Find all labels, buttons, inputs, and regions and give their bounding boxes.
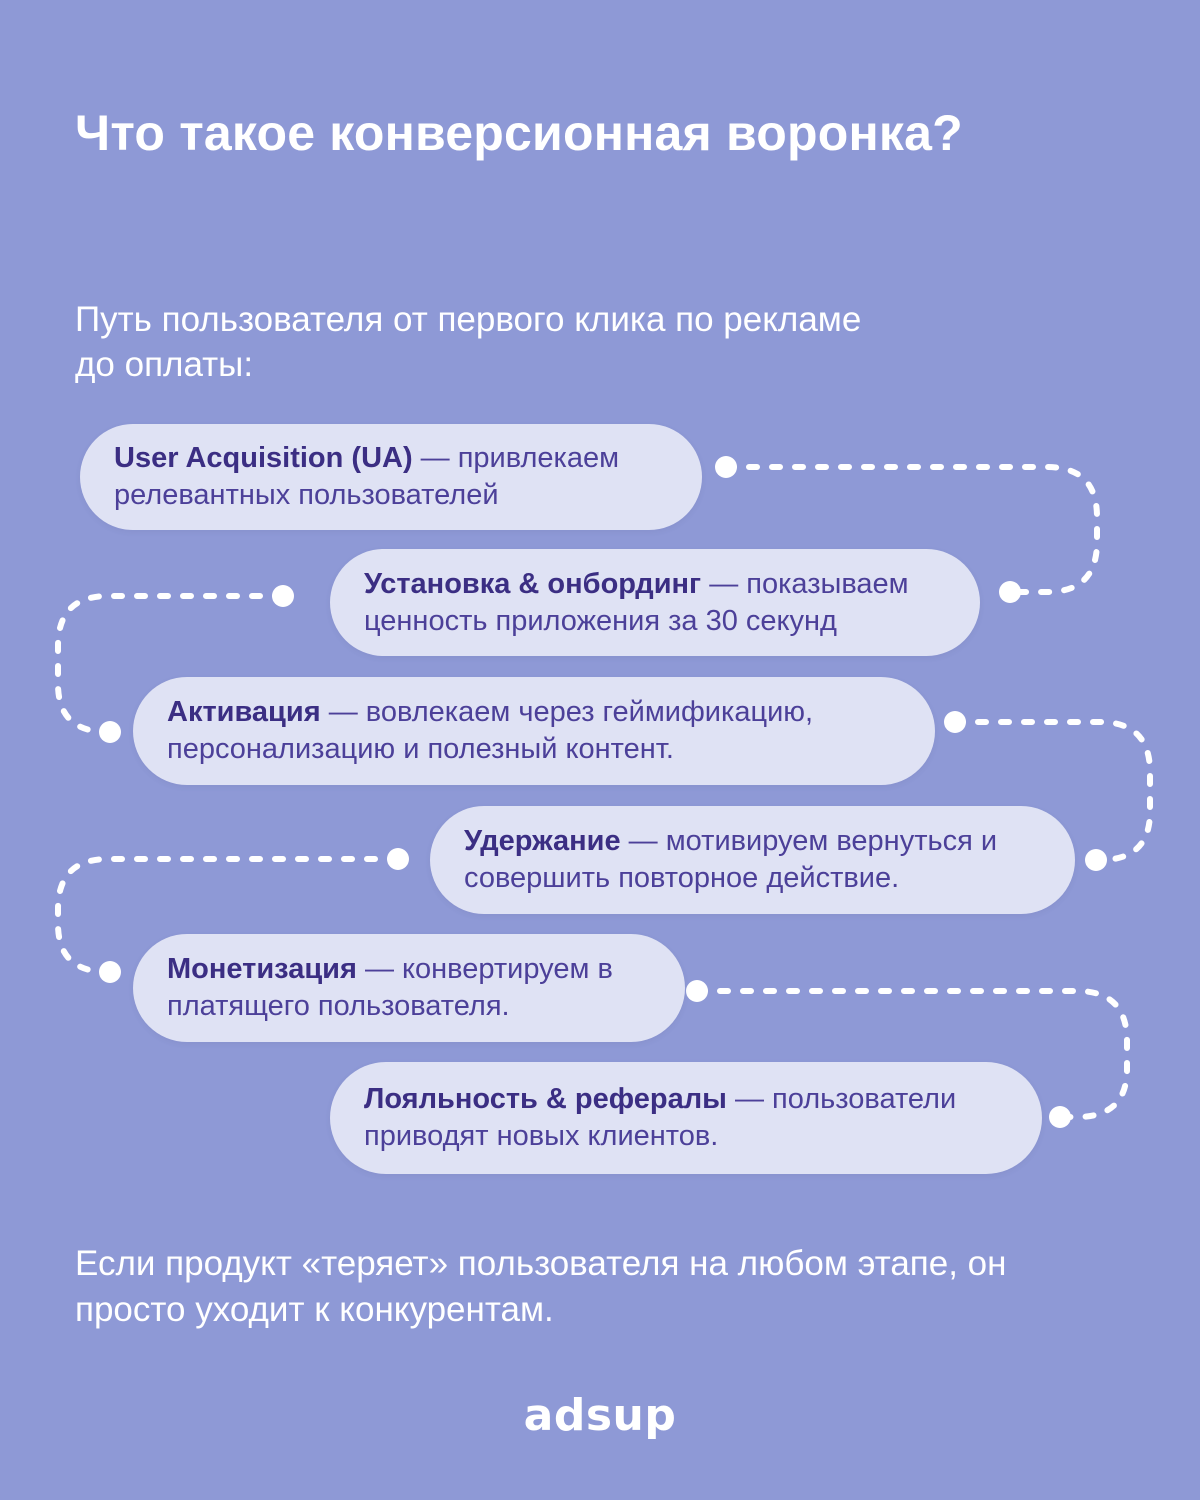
funnel-step-retention	[430, 806, 1075, 914]
connector-dot	[944, 711, 966, 733]
page-subtitle: Путь пользователя от первого клика по рекламе до оплаты:	[75, 300, 862, 384]
connector-dot	[686, 980, 708, 1002]
step-description: — вовлекаем через геймификацию, персонализацию и полезный контент.	[167, 696, 814, 765]
step-text	[167, 951, 651, 1025]
connector-dot	[99, 721, 121, 743]
connector-dot	[272, 585, 294, 607]
step-text	[364, 1081, 1008, 1155]
step-label: Удержание	[464, 825, 621, 857]
connector-dot	[99, 961, 121, 983]
step-text	[464, 823, 1041, 897]
funnel-step-activation	[133, 677, 935, 785]
connector-dot	[999, 581, 1021, 603]
step-text	[364, 566, 946, 640]
step-description: — показываем ценность приложения за 30 секунд	[364, 567, 909, 637]
step-label: Монетизация	[167, 953, 357, 985]
step-description: — конвертируем в платящего пользователя.	[167, 953, 613, 1022]
connector-dot	[1085, 849, 1107, 871]
closing-note: Если продукт «теряет» пользователя на любом этапе, он просто уходит к конкурентам.	[75, 1244, 1007, 1329]
adsup-logo: adsup	[523, 1390, 677, 1441]
step-description: — пользователи приводят новых клиентов.	[364, 1083, 957, 1152]
step-text	[167, 694, 901, 768]
page-title: Что такое конверсионная воронка?	[75, 104, 963, 161]
connector-dot	[387, 848, 409, 870]
funnel-step-loyalty-referrals	[330, 1062, 1042, 1174]
funnel-step-install-onboarding	[330, 549, 980, 656]
step-label: Активация	[167, 696, 321, 728]
step-description: — мотивируем вернуться и совершить повторное действие.	[464, 825, 998, 894]
step-label: Установка & онбординг	[364, 567, 702, 600]
connector-dot	[1049, 1106, 1071, 1128]
connector-dot	[715, 456, 737, 478]
step-text	[114, 440, 668, 514]
funnel-step-user-acquisition	[80, 424, 702, 530]
step-label: Лояльность & рефералы	[364, 1083, 727, 1115]
funnel-step-monetization	[133, 934, 685, 1042]
step-description: — привлекаем релевантных пользователей	[114, 442, 620, 511]
step-label: User Acquisition (UA)	[114, 442, 413, 474]
